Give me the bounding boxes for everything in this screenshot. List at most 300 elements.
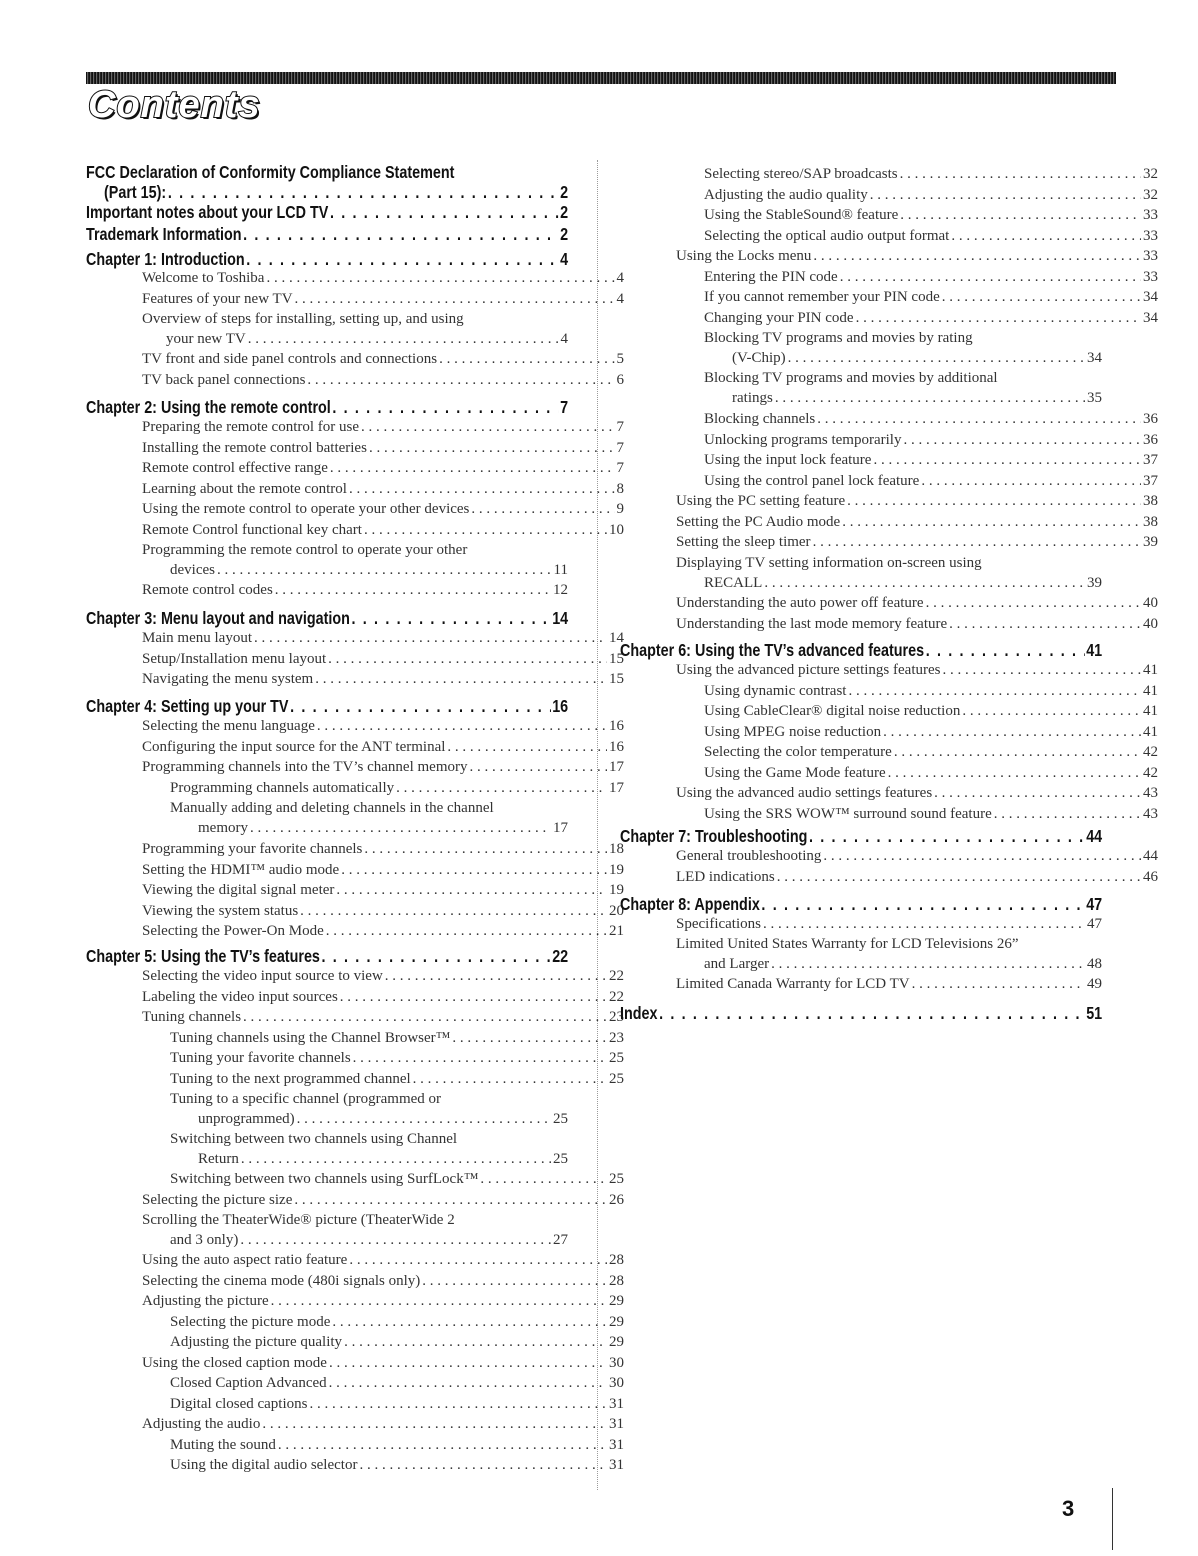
ch4-item-title: Programming your favorite channels xyxy=(142,841,363,857)
ch2-item-title: Remote Control functional key chart xyxy=(142,521,362,538)
ch5-item-page: 23 xyxy=(609,1009,624,1025)
toc-chapter-6[interactable] xyxy=(620,640,1102,661)
recall-title: RECALL xyxy=(704,575,763,591)
right-a-item-title: Using the Locks menu xyxy=(676,248,812,264)
toc-chapter-2[interactable] xyxy=(86,397,568,418)
right-a-item-page: 33 xyxy=(1143,248,1158,264)
toc-chapter-2-page: 7 xyxy=(560,397,569,417)
ch5-item[interactable] xyxy=(142,968,624,985)
ch3-item-page: 15 xyxy=(609,650,624,667)
toc-fcc-title: (Part 15): xyxy=(104,182,167,202)
ch6-item-page: 41 xyxy=(1143,723,1158,740)
ch6-item-title: Using CableClear® digital noise reduction xyxy=(704,703,961,719)
ch5-item[interactable] xyxy=(170,1457,624,1474)
ch4-item-page: 16 xyxy=(609,738,624,755)
ch3-item[interactable] xyxy=(142,651,624,668)
ch4-item[interactable] xyxy=(142,923,624,940)
ch6-item[interactable] xyxy=(704,806,1158,823)
dot-leader xyxy=(300,903,607,920)
right-a-item-title: Changing your PIN code xyxy=(704,309,854,326)
ch4-item[interactable] xyxy=(170,780,624,797)
ch6-item-title: Using the advanced audio settings features xyxy=(676,785,933,801)
dot-leader xyxy=(369,440,615,457)
ch5-item[interactable] xyxy=(142,1355,624,1372)
vchip-page: 34 xyxy=(1087,350,1102,366)
ch5-item[interactable] xyxy=(170,1375,624,1392)
toc-important-notes[interactable] xyxy=(86,202,568,223)
ch4-item-title: Selecting the menu language xyxy=(142,718,315,734)
ch1-item-page: 4 xyxy=(616,270,624,286)
ch2-programming-page: 11 xyxy=(553,562,568,578)
dot-leader xyxy=(761,894,1084,915)
toc-trademark[interactable] xyxy=(86,224,568,245)
dot-leader xyxy=(777,869,1141,886)
ch8-specifications[interactable] xyxy=(676,916,1102,933)
toc-chapter-3[interactable] xyxy=(86,608,568,629)
toc-chapter-3-page: 14 xyxy=(552,608,569,628)
dot-leader xyxy=(352,608,551,629)
toc-fcc[interactable] xyxy=(104,182,568,203)
ch5-item-title: Using the digital audio selector xyxy=(170,1457,358,1473)
dot-leader xyxy=(349,1252,607,1269)
dot-leader xyxy=(817,411,1141,428)
dot-leader xyxy=(329,1375,607,1392)
ch5-item[interactable] xyxy=(142,1252,624,1269)
right-a-item[interactable] xyxy=(704,289,1158,306)
ch5-item-page: 28 xyxy=(609,1272,624,1289)
additional-ratings-line1: Blocking TV programs and movies by additional xyxy=(704,370,998,386)
right-b-item[interactable] xyxy=(704,411,1158,428)
right-b-item-title: Setting the PC Audio mode xyxy=(676,513,841,530)
dot-leader xyxy=(275,582,551,599)
dot-leader xyxy=(307,372,614,389)
right-c-item-title: Understanding the last mode memory feature xyxy=(676,615,948,632)
ch2-codes-page: 12 xyxy=(553,582,568,598)
right-a-item-title: Adjusting the audio quality xyxy=(704,186,868,203)
ch5-item-title: Adjusting the audio xyxy=(142,1416,261,1432)
dot-leader xyxy=(775,390,1085,407)
ch2-programming[interactable] xyxy=(170,562,568,579)
ch2-item[interactable] xyxy=(142,419,624,436)
ch3-item[interactable] xyxy=(142,630,624,647)
ch5-item[interactable] xyxy=(142,989,624,1006)
dot-leader xyxy=(217,562,552,579)
dot-leader xyxy=(254,630,607,647)
ch6-item-page: 42 xyxy=(1143,744,1158,760)
ch8-warranty-us-title: and Larger xyxy=(704,956,770,972)
ch5-item-title: Tuning channels using the Channel Browser™ xyxy=(170,1029,451,1046)
right-b-item-page: 36 xyxy=(1143,411,1158,427)
ch2-programming-line1: Programming the remote control to operate your other xyxy=(142,542,468,558)
dot-leader xyxy=(385,968,607,985)
ch7-item-title: LED indications xyxy=(676,868,775,885)
ch5-item-title: Muting the sound xyxy=(170,1436,276,1453)
ch5-item-title: Tuning to the next programmed channel xyxy=(170,1070,411,1087)
ch6-item-title: Using the SRS WOW™ surround sound feature xyxy=(704,805,992,822)
dot-leader xyxy=(447,739,607,756)
ch5-item[interactable] xyxy=(170,1030,624,1047)
dot-leader xyxy=(934,785,1141,802)
right-a-item[interactable] xyxy=(704,228,1158,245)
ch2-codes[interactable] xyxy=(142,582,568,599)
dot-leader xyxy=(471,501,614,518)
ch5-item[interactable] xyxy=(142,1192,624,1209)
ch8-warranty-canada[interactable] xyxy=(676,976,1102,993)
ch8-specifications-page: 47 xyxy=(1087,916,1102,932)
vchip-line1: Blocking TV programs and movies by rating xyxy=(704,330,973,346)
ch5-item[interactable] xyxy=(170,1071,624,1088)
right-c-item-page: 40 xyxy=(1143,615,1158,632)
dot-leader xyxy=(823,848,1141,865)
dot-leader xyxy=(396,780,607,797)
ch4-item-page: 21 xyxy=(609,923,624,939)
dot-leader xyxy=(241,1151,551,1168)
toc-chapter-8[interactable] xyxy=(620,894,1102,915)
ch5-item-page: 25 xyxy=(609,1050,624,1066)
dot-leader xyxy=(266,270,614,287)
ch2-item-title: Installing the remote control batteries xyxy=(142,439,367,456)
ch1-overview[interactable] xyxy=(166,331,568,348)
ch4-item-title: Setting the HDMI™ audio mode xyxy=(142,861,340,878)
dot-leader xyxy=(840,269,1141,286)
ch5-item-title: Tuning channels xyxy=(142,1009,242,1025)
right-a-item[interactable] xyxy=(704,269,1158,286)
ch4-item-page: 18 xyxy=(609,841,624,857)
dot-leader xyxy=(439,351,614,368)
right-b-item-page: 39 xyxy=(1143,534,1158,550)
right-a-item-title: Using the StableSound® feature xyxy=(704,207,899,223)
toc-chapter-1[interactable] xyxy=(86,249,568,270)
right-b-item[interactable] xyxy=(704,452,1158,469)
right-c-item-page: 40 xyxy=(1143,595,1158,611)
ch2-item[interactable] xyxy=(142,440,624,457)
dot-leader xyxy=(856,310,1141,327)
right-b-item[interactable] xyxy=(676,534,1158,551)
ch5-scroll-title: and 3 only) xyxy=(170,1232,239,1248)
dot-leader xyxy=(962,703,1141,720)
ch2-item-page: 9 xyxy=(616,501,624,517)
toc-chapter-7-page: 44 xyxy=(1086,826,1103,846)
ch6-item-title: Selecting the color temperature xyxy=(704,744,892,760)
toc-chapter-5[interactable] xyxy=(86,946,568,967)
dot-leader xyxy=(329,1355,607,1372)
recall-line1: Displaying TV setting information on-screen using xyxy=(676,555,982,571)
recall[interactable] xyxy=(704,575,1102,592)
ch2-codes-title: Remote control codes xyxy=(142,582,273,598)
ch7-item-page: 46 xyxy=(1143,868,1158,885)
right-a-item-title: Selecting the optical audio output format xyxy=(704,227,950,244)
ch5-item-page: 23 xyxy=(609,1029,624,1046)
ch5-item[interactable] xyxy=(142,1293,624,1310)
dot-leader xyxy=(328,651,607,668)
toc-chapter-4-page: 16 xyxy=(552,696,569,716)
ch6-item-title: Using the Game Mode feature xyxy=(704,764,886,781)
right-b-item-title: Setting the sleep timer xyxy=(676,534,811,550)
dot-leader xyxy=(813,248,1141,265)
ch5-item-title: Selecting the picture size xyxy=(142,1191,293,1208)
ch6-item[interactable] xyxy=(676,785,1158,802)
ch6-item[interactable] xyxy=(704,765,1158,782)
dot-leader xyxy=(271,1293,607,1310)
dot-leader xyxy=(788,350,1085,367)
ch5-item-page: 25 xyxy=(609,1171,624,1187)
ch5-item-page: 31 xyxy=(609,1457,624,1473)
ch8-warranty-us-page: 48 xyxy=(1087,956,1102,972)
toc-chapter-6-title: Chapter 6: Using the TV’s advanced features xyxy=(620,640,925,660)
ch1-item[interactable] xyxy=(142,270,624,287)
toc-chapter-6-page: 41 xyxy=(1086,640,1103,660)
additional-ratings[interactable] xyxy=(732,390,1102,407)
dot-leader xyxy=(764,575,1085,592)
right-c-item[interactable] xyxy=(676,595,1158,612)
right-a-item-title: Entering the PIN code xyxy=(704,268,838,285)
ch5-item-title: Using the auto aspect ratio feature xyxy=(142,1252,348,1268)
ch4-item[interactable] xyxy=(142,841,624,858)
page-title: Contents xyxy=(88,84,261,126)
dot-leader xyxy=(943,662,1142,679)
ch2-item[interactable] xyxy=(142,481,624,498)
page-number: 3 xyxy=(1062,1496,1075,1521)
dot-leader xyxy=(452,1030,607,1047)
ch5-item-page: 26 xyxy=(609,1191,624,1208)
ch6-item[interactable] xyxy=(704,724,1158,741)
ch5-item-title: Using the closed caption mode xyxy=(142,1354,327,1371)
ch2-item-page: 10 xyxy=(609,521,624,538)
ch1-item[interactable] xyxy=(142,291,624,308)
ch2-item-page: 7 xyxy=(616,439,624,456)
toc-trademark-title: Trademark Information xyxy=(86,224,242,244)
ch1-item[interactable] xyxy=(142,372,624,389)
ch8-warranty-us[interactable] xyxy=(704,956,1102,973)
right-c-item-title: Understanding the auto power off feature xyxy=(676,595,924,611)
dot-leader xyxy=(413,1071,607,1088)
ch3-item[interactable] xyxy=(142,671,624,688)
ch5-specific-line1: Tuning to a specific channel (programmed or xyxy=(170,1091,442,1107)
dot-leader xyxy=(480,1171,607,1188)
right-b-item[interactable] xyxy=(676,514,1158,531)
dot-leader xyxy=(317,718,607,735)
ch4-item-title: Viewing the system status xyxy=(142,902,299,919)
ch5-item-title: Selecting the cinema mode (480i signals only) xyxy=(142,1272,421,1289)
ch5-item[interactable] xyxy=(142,1009,624,1026)
dot-leader xyxy=(870,187,1141,204)
dot-leader xyxy=(332,1314,607,1331)
right-a-item[interactable] xyxy=(704,207,1158,224)
dot-leader xyxy=(900,166,1141,183)
right-a-item-title: If you cannot remember your PIN code xyxy=(704,289,940,305)
ch4-item-title: Programming channels into the TV’s channel memory xyxy=(142,759,468,775)
dot-leader xyxy=(243,1009,607,1026)
ch5-item[interactable] xyxy=(142,1416,624,1433)
right-a-item-page: 32 xyxy=(1143,166,1158,182)
right-a-item[interactable] xyxy=(704,310,1158,327)
toc-chapter-1-page: 4 xyxy=(560,249,569,269)
dot-leader xyxy=(422,1273,607,1290)
ch5-item[interactable] xyxy=(170,1314,624,1331)
ch4-item-title: Programming channels automatically xyxy=(170,779,395,796)
ch5-specific[interactable] xyxy=(198,1111,568,1128)
right-b-item-title: Unlocking programs temporarily xyxy=(704,431,902,448)
warranty-line1: Limited United States Warranty for LCD Televisions 26” xyxy=(676,936,1019,952)
ch1-item-title: Welcome to Toshiba xyxy=(142,270,265,286)
ch4-item[interactable] xyxy=(142,862,624,879)
ch3-item-page: 15 xyxy=(609,671,624,687)
right-b-item[interactable] xyxy=(704,432,1158,449)
ch1-overview-title: your new TV xyxy=(166,331,246,347)
dot-leader xyxy=(309,1396,607,1413)
ch5-item[interactable] xyxy=(170,1171,624,1188)
ch5-item-page: 29 xyxy=(609,1313,624,1330)
dot-leader xyxy=(340,989,607,1006)
right-a-item[interactable] xyxy=(676,248,1158,265)
ch2-item-title: Learning about the remote control xyxy=(142,480,347,497)
ch3-item-title: Setup/Installation menu layout xyxy=(142,650,327,667)
right-a-item-page: 33 xyxy=(1143,207,1158,223)
ch6-item[interactable] xyxy=(704,744,1158,761)
ch5-item-title: Selecting the picture mode xyxy=(170,1313,331,1330)
ch5-item-page: 31 xyxy=(609,1395,624,1412)
dot-leader xyxy=(942,289,1141,306)
right-a-item-title: Selecting stereo/SAP broadcasts xyxy=(704,166,898,182)
ch7-item-page: 44 xyxy=(1143,848,1158,864)
ch5-item[interactable] xyxy=(170,1396,624,1413)
ch2-item-page: 7 xyxy=(616,460,624,476)
right-a-item[interactable] xyxy=(704,187,1158,204)
dot-leader xyxy=(290,696,550,717)
toc-chapter-8-title: Chapter 8: Appendix xyxy=(620,894,760,914)
ch1-item-title: TV back panel connections xyxy=(142,371,306,388)
ch5-item-title: Adjusting the picture quality xyxy=(170,1334,343,1350)
ch5-item[interactable] xyxy=(170,1050,624,1067)
dot-leader xyxy=(847,493,1141,510)
ch6-item[interactable] xyxy=(704,683,1158,700)
ch4-item-title: Viewing the digital signal meter xyxy=(142,882,335,898)
ch1-item-page: 6 xyxy=(616,371,624,388)
ch5-return[interactable] xyxy=(198,1151,568,1168)
right-b-item-title: Using the input lock feature xyxy=(704,452,872,468)
dot-leader xyxy=(951,228,1141,245)
ch5-item[interactable] xyxy=(170,1334,624,1351)
ch4-manual-line1: Manually adding and deleting channels in the channel xyxy=(170,800,494,816)
ch4-manual-title: memory xyxy=(198,820,248,836)
toc-chapter-4[interactable] xyxy=(86,696,568,717)
dot-leader xyxy=(903,432,1141,449)
fcc-heading: FCC Declaration of Conformity Compliance Statement xyxy=(86,162,455,182)
dot-leader xyxy=(848,683,1141,700)
toc-chapter-7[interactable] xyxy=(620,826,1102,847)
ch2-item[interactable] xyxy=(142,460,624,477)
ch2-item-title: Preparing the remote control for use xyxy=(142,419,360,435)
ch7-item[interactable] xyxy=(676,848,1158,865)
toc-index[interactable] xyxy=(620,1003,1102,1024)
ch5-item-page: 22 xyxy=(609,968,624,984)
ch6-item[interactable] xyxy=(704,703,1158,720)
right-a-item-page: 34 xyxy=(1143,289,1158,305)
ch1-item-title: TV front and side panel controls and connections xyxy=(142,351,438,367)
right-b-item[interactable] xyxy=(676,493,1158,510)
toc-chapter-8-page: 47 xyxy=(1086,894,1103,914)
toc-index-page: 51 xyxy=(1086,1003,1103,1023)
ch5-item[interactable] xyxy=(170,1437,624,1454)
ch5-item-page: 28 xyxy=(609,1252,624,1268)
right-b-item-page: 37 xyxy=(1143,452,1158,468)
dot-leader xyxy=(278,1437,607,1454)
ch5-item[interactable] xyxy=(142,1273,624,1290)
ch1-item[interactable] xyxy=(142,351,624,368)
ch5-item-page: 22 xyxy=(609,988,624,1005)
toc-trademark-page: 2 xyxy=(560,224,569,244)
right-b-item[interactable] xyxy=(704,473,1158,490)
ch5-item-page: 29 xyxy=(609,1293,624,1309)
ch4-item[interactable] xyxy=(142,739,624,756)
vchip[interactable] xyxy=(732,350,1102,367)
toc-important-notes-page: 2 xyxy=(560,202,569,222)
ch2-item[interactable] xyxy=(142,522,624,539)
dot-leader xyxy=(315,671,607,688)
dot-leader xyxy=(243,224,558,245)
toc-index-title: Index xyxy=(620,1003,658,1023)
ch5-specific-title: unprogrammed) xyxy=(198,1111,295,1127)
ch6-item-page: 43 xyxy=(1143,805,1158,822)
ch8-warranty-canada-title: Limited Canada Warranty for LCD TV xyxy=(676,976,910,992)
ch5-item-page: 30 xyxy=(609,1375,624,1391)
right-a-item-page: 33 xyxy=(1143,268,1158,285)
ch4-item[interactable] xyxy=(142,882,624,899)
ch7-item-title: General troubleshooting xyxy=(676,848,822,864)
ch7-item[interactable] xyxy=(676,869,1158,886)
dot-leader xyxy=(883,724,1141,741)
ch2-item[interactable] xyxy=(142,501,624,518)
ch5-item-title: Adjusting the picture xyxy=(142,1293,269,1309)
additional-ratings-page: 35 xyxy=(1087,390,1102,406)
ch4-item[interactable] xyxy=(142,903,624,920)
ch6-item[interactable] xyxy=(676,662,1158,679)
right-c-item[interactable] xyxy=(676,616,1158,633)
dot-leader xyxy=(250,820,551,837)
ch5-return-line1: Switching between two channels using Channel xyxy=(170,1131,458,1147)
dot-leader xyxy=(894,744,1141,761)
ch6-item-page: 43 xyxy=(1143,785,1158,801)
dot-leader xyxy=(168,182,559,203)
ch4-item[interactable] xyxy=(142,759,624,776)
ch4-manual[interactable] xyxy=(198,820,568,837)
dot-leader xyxy=(926,640,1085,661)
ch3-item-page: 14 xyxy=(609,630,624,646)
dot-leader xyxy=(763,916,1085,933)
ch5-scroll[interactable] xyxy=(170,1232,568,1249)
dot-leader xyxy=(246,249,558,270)
dot-leader xyxy=(353,1050,607,1067)
ch4-item[interactable] xyxy=(142,718,624,735)
ch5-item-title: Closed Caption Advanced xyxy=(170,1375,327,1391)
recall-page: 39 xyxy=(1087,575,1102,591)
ch4-item-title: Selecting the Power-On Mode xyxy=(142,923,324,939)
ch5-return-page: 25 xyxy=(553,1151,568,1167)
dot-leader xyxy=(349,481,615,498)
dot-leader xyxy=(361,419,614,436)
dot-leader xyxy=(295,291,615,308)
ch6-item-page: 42 xyxy=(1143,764,1158,781)
ch5-item-title: Tuning your favorite channels xyxy=(170,1050,351,1066)
ch4-item-page: 17 xyxy=(609,779,624,796)
ch3-item-title: Main menu layout xyxy=(142,630,252,646)
right-a-item[interactable] xyxy=(704,166,1158,183)
vchip-title: (V-Chip) xyxy=(732,350,786,366)
ch6-item-title: Using the advanced picture settings features xyxy=(676,662,941,678)
ch2-item-title: Using the remote control to operate your other devices xyxy=(142,501,470,517)
ch4-item-page: 19 xyxy=(609,882,624,898)
ch4-item-title: Configuring the input source for the ANT terminal xyxy=(142,738,446,755)
